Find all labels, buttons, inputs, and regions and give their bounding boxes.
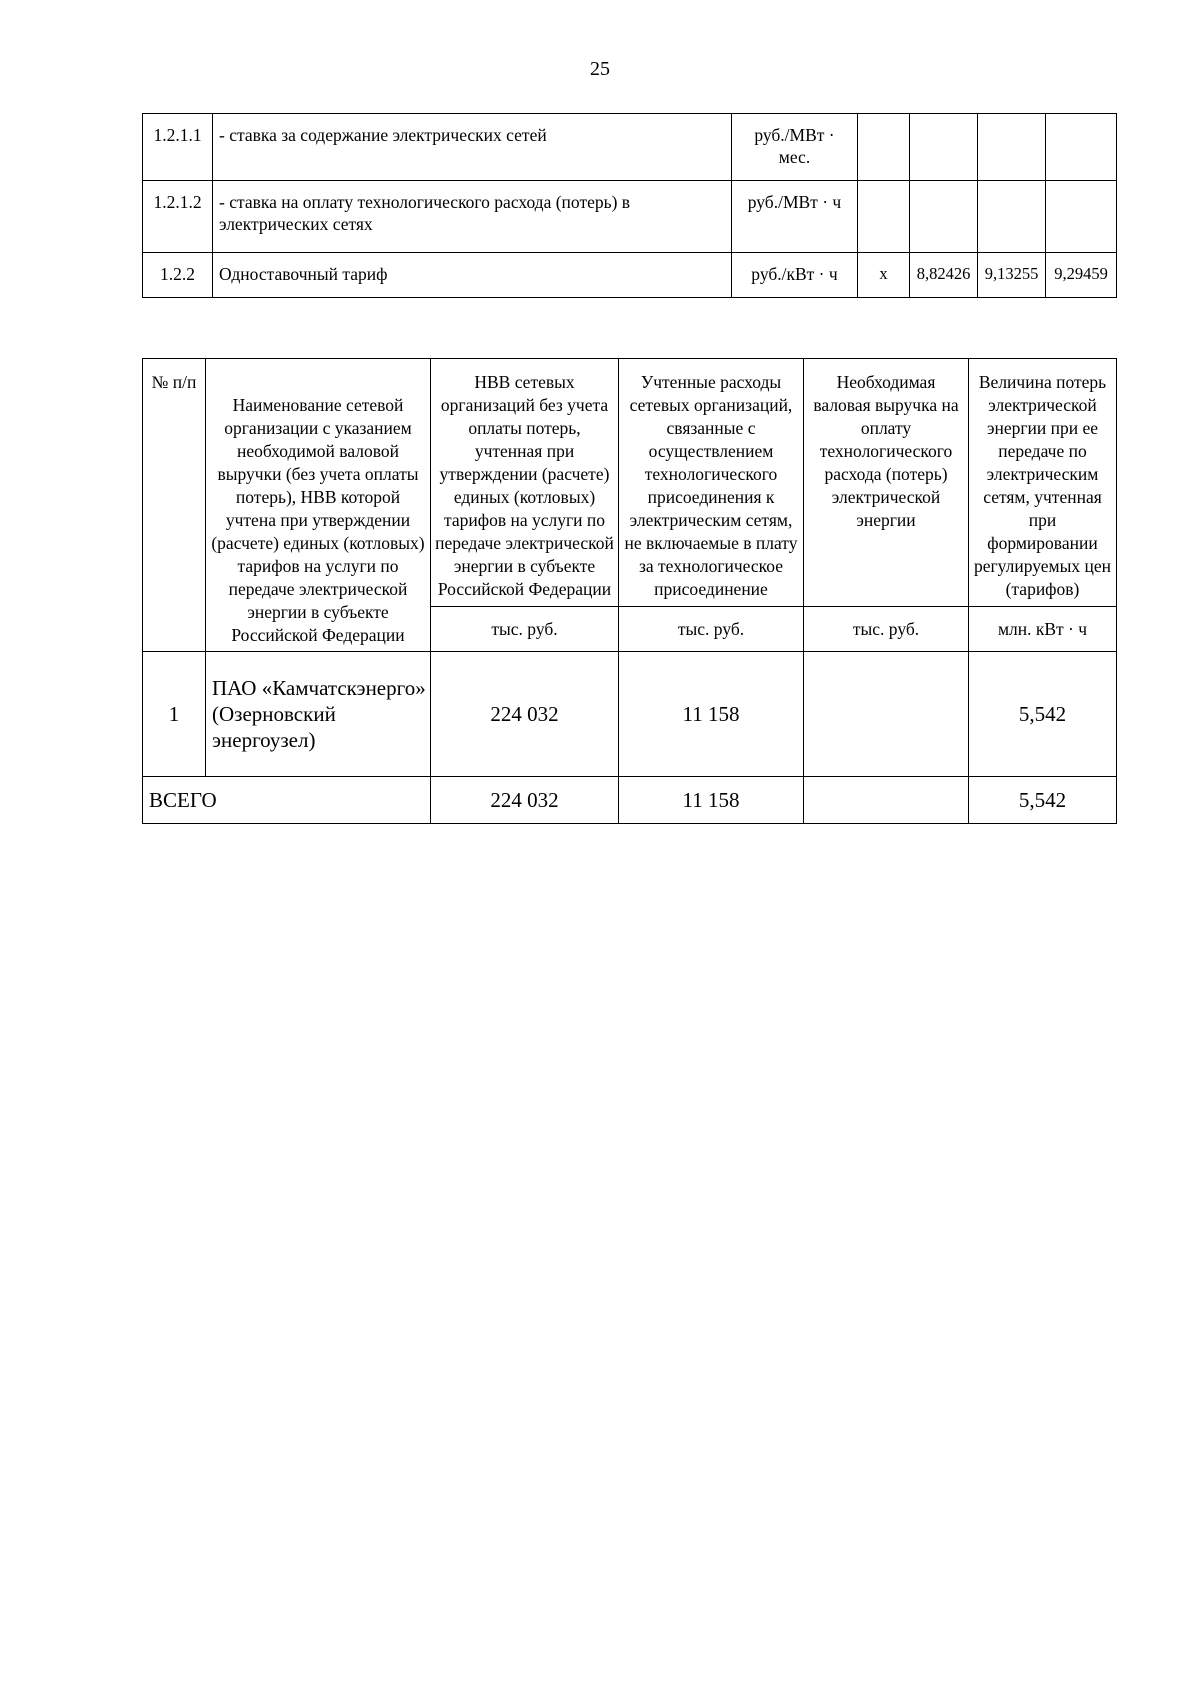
row-unit: руб./МВт · мес.	[732, 114, 858, 181]
total-row	[143, 777, 1117, 824]
row-value	[910, 181, 978, 253]
row-value	[978, 181, 1046, 253]
row-code: 1.2.1.1	[143, 114, 213, 181]
row-value	[858, 114, 910, 181]
row-nvv: 224 032	[431, 652, 619, 777]
row-value	[1046, 114, 1117, 181]
unit-expenses: тыс. руб.	[619, 607, 804, 652]
total-expenses: 11 158	[619, 777, 804, 824]
unit-required: тыс. руб.	[804, 607, 969, 652]
row-value	[858, 181, 910, 253]
total-nvv: 224 032	[431, 777, 619, 824]
total-required	[804, 777, 969, 824]
page-number: 25	[590, 58, 610, 80]
unit-losses: млн. кВт · ч	[969, 607, 1117, 652]
row-org: ПАО «Камчатскэнерго» (Озерновский энергоузел)	[206, 652, 431, 777]
unit-nvv: тыс. руб.	[431, 607, 619, 652]
header-expenses: Учтенные расходы сетевых организаций, связанные с осуществлением технологического присоединения к электрическим сетям, не включаемые в плату за технологическое присоединение	[619, 359, 804, 607]
row-value: 9,13255	[978, 253, 1046, 298]
row-code: 1.2.2	[143, 253, 213, 298]
table-row	[143, 181, 1117, 253]
row-value: 9,29459	[1046, 253, 1117, 298]
row-name: Одноставочный тариф	[213, 253, 732, 298]
row-value: 8,82426	[910, 253, 978, 298]
table-row	[143, 114, 1117, 181]
row-unit: руб./кВт · ч	[732, 253, 858, 298]
row-unit: руб./МВт · ч	[732, 181, 858, 253]
nvv-table	[142, 358, 1117, 824]
tariff-table	[142, 113, 1117, 298]
table-row	[143, 652, 1117, 777]
row-value	[978, 114, 1046, 181]
row-value	[1046, 181, 1117, 253]
row-num: 1	[143, 652, 206, 777]
row-required	[804, 652, 969, 777]
header-num: № п/п	[143, 359, 206, 652]
row-expenses: 11 158	[619, 652, 804, 777]
total-losses: 5,542	[969, 777, 1117, 824]
header-org: Наименование сетевой организации с указанием необходимой валовой выручки (без учета оплаты потерь), НВВ которой учтена при утверждении (расчете) единых (котловых) тарифов на услуги по передаче электрической энергии в субъекте Российской Федерации	[206, 359, 431, 652]
row-name: - ставка за содержание электрических сетей	[213, 114, 732, 181]
row-value	[910, 114, 978, 181]
total-label: ВСЕГО	[143, 777, 431, 824]
table-row	[143, 253, 1117, 298]
row-name: - ставка на оплату технологического расхода (потерь) в электрических сетях	[213, 181, 732, 253]
row-code: 1.2.1.2	[143, 181, 213, 253]
row-value: х	[858, 253, 910, 298]
header-nvv: НВВ сетевых организаций без учета оплаты потерь, учтенная при утверждении (расчете) единых (котловых) тарифов на услуги по передаче электрической энергии в субъекте Российской Федерации	[431, 359, 619, 607]
row-losses: 5,542	[969, 652, 1117, 777]
header-required: Необходимая валовая выручка на оплату технологического расхода (потерь) электрической энергии	[804, 359, 969, 607]
header-row	[143, 359, 1117, 607]
header-losses: Величина потерь электрической энергии при ее передаче по электрическим сетям, учтенная при формировании регулируемых цен (тарифов)	[969, 359, 1117, 607]
